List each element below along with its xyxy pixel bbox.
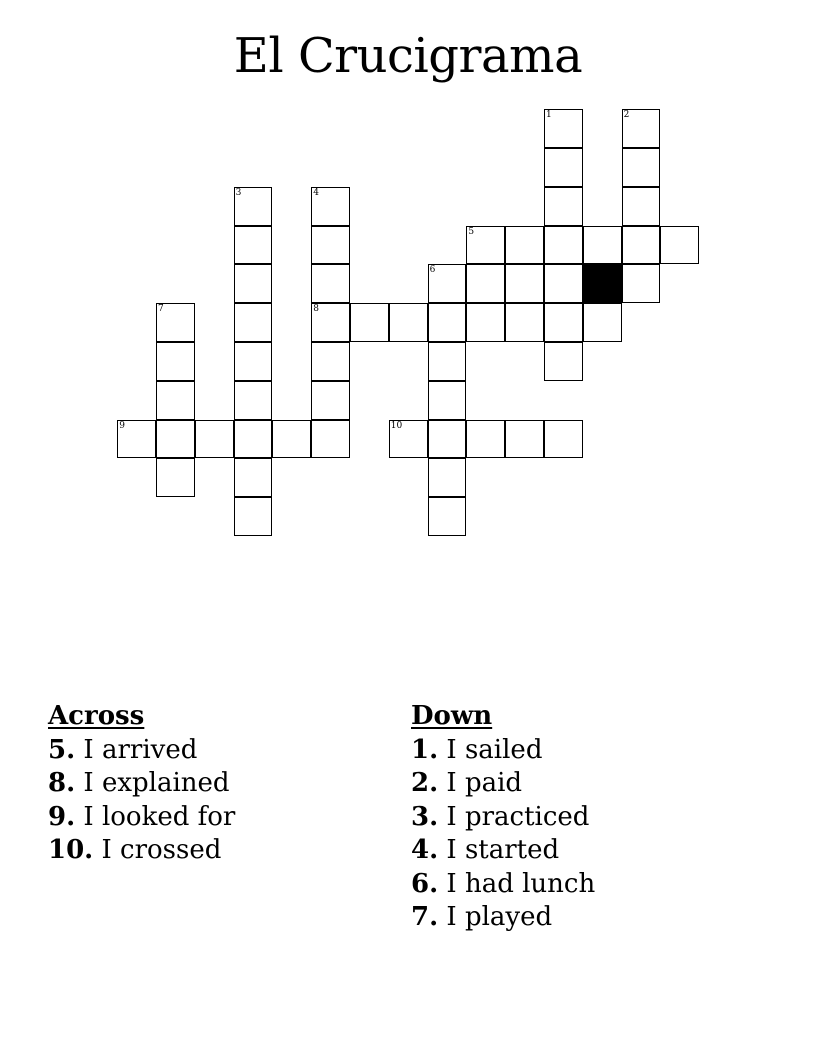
grid-cell[interactable] — [311, 342, 350, 381]
grid-cell[interactable] — [428, 342, 467, 381]
grid-cell[interactable] — [156, 420, 195, 459]
down-clues — [411, 700, 771, 935]
grid-cell[interactable] — [583, 303, 622, 342]
puzzle-title: El Crucigrama — [233, 28, 583, 84]
grid-cell[interactable] — [234, 342, 273, 381]
grid-cell[interactable] — [234, 264, 273, 303]
across-heading: Across — [48, 701, 145, 731]
down-clue-3: 3. I practiced — [411, 801, 590, 832]
grid-cell[interactable] — [505, 226, 544, 265]
grid-cell[interactable] — [544, 264, 583, 303]
grid-cell[interactable] — [156, 303, 195, 342]
grid-cell[interactable] — [234, 303, 273, 342]
grid-cell[interactable] — [622, 226, 661, 265]
grid-cell[interactable] — [622, 264, 661, 303]
grid-cell[interactable] — [156, 342, 195, 381]
grid-cell[interactable] — [428, 264, 467, 303]
grid-cell[interactable] — [428, 420, 467, 459]
across-clues — [48, 700, 378, 868]
grid-cell[interactable] — [466, 303, 505, 342]
across-clue-5: 5. I arrived — [48, 734, 198, 765]
clue-number: 5 — [468, 226, 475, 237]
grid-cell[interactable] — [389, 303, 428, 342]
grid-cell[interactable] — [466, 264, 505, 303]
grid-cell[interactable] — [311, 187, 350, 226]
grid-cell[interactable] — [622, 148, 661, 187]
grid-cell[interactable] — [311, 420, 350, 459]
down-clue-1: 1. I sailed — [411, 734, 543, 765]
grid-cell[interactable] — [660, 226, 699, 265]
grid-cell[interactable] — [544, 303, 583, 342]
grid-cell[interactable] — [428, 381, 467, 420]
clue-number: 3 — [235, 187, 242, 198]
grid-cell[interactable] — [505, 420, 544, 459]
grid-cell[interactable] — [622, 187, 661, 226]
grid-cell[interactable] — [234, 458, 273, 497]
grid-cell[interactable] — [156, 458, 195, 497]
grid-cell[interactable] — [544, 148, 583, 187]
grid-cell[interactable] — [583, 226, 622, 265]
across-clue-10: 10. I crossed — [48, 835, 222, 865]
grid-cell[interactable] — [234, 226, 273, 265]
clue-number: 9 — [119, 420, 125, 431]
clue-number: 10 — [390, 420, 403, 431]
grid-cell[interactable] — [428, 458, 467, 497]
grid-cell[interactable] — [311, 264, 350, 303]
grid-cell[interactable] — [544, 226, 583, 265]
grid-cell[interactable] — [428, 497, 467, 536]
grid-cell[interactable] — [466, 420, 505, 459]
grid-cell[interactable] — [544, 420, 583, 459]
grid-cell[interactable] — [311, 381, 350, 420]
clue-number: 1 — [546, 110, 552, 121]
down-clue-6: 6. I had lunch — [411, 868, 596, 899]
down-heading: Down — [411, 701, 493, 731]
grid-cell[interactable] — [622, 109, 661, 148]
down-clue-2: 2. I paid — [411, 768, 523, 798]
clue-number: 2 — [623, 110, 630, 121]
grid-cell[interactable] — [544, 109, 583, 148]
grid-cell[interactable] — [544, 187, 583, 226]
grid-cell[interactable] — [389, 420, 428, 459]
grid-cell[interactable] — [311, 226, 350, 265]
grid-cell[interactable] — [117, 420, 156, 459]
down-clue-7: 7. I played — [411, 902, 553, 932]
grid-cell[interactable] — [156, 381, 195, 420]
across-clue-8: 8. I explained — [48, 768, 230, 798]
grid-cell[interactable] — [234, 187, 273, 226]
grid-cell[interactable] — [234, 497, 273, 536]
grid-cell[interactable] — [428, 303, 467, 342]
grid-cell[interactable] — [350, 303, 389, 342]
grid-cell[interactable] — [505, 303, 544, 342]
black-square — [583, 264, 622, 303]
grid-cell[interactable] — [272, 420, 311, 459]
grid-cell[interactable] — [311, 303, 350, 342]
grid-cell[interactable] — [195, 420, 234, 459]
clue-number: 8 — [313, 304, 319, 315]
grid-cell[interactable] — [466, 226, 505, 265]
clue-number: 7 — [158, 304, 164, 315]
across-clue-9: 9. I looked for — [48, 801, 236, 832]
grid-cell[interactable] — [234, 381, 273, 420]
grid-cell[interactable] — [505, 264, 544, 303]
clue-number: 6 — [429, 265, 436, 276]
grid-cell[interactable] — [234, 420, 273, 459]
clue-number: 4 — [313, 187, 319, 198]
grid-cell[interactable] — [544, 342, 583, 381]
down-clue-4: 4. I started — [411, 835, 560, 865]
